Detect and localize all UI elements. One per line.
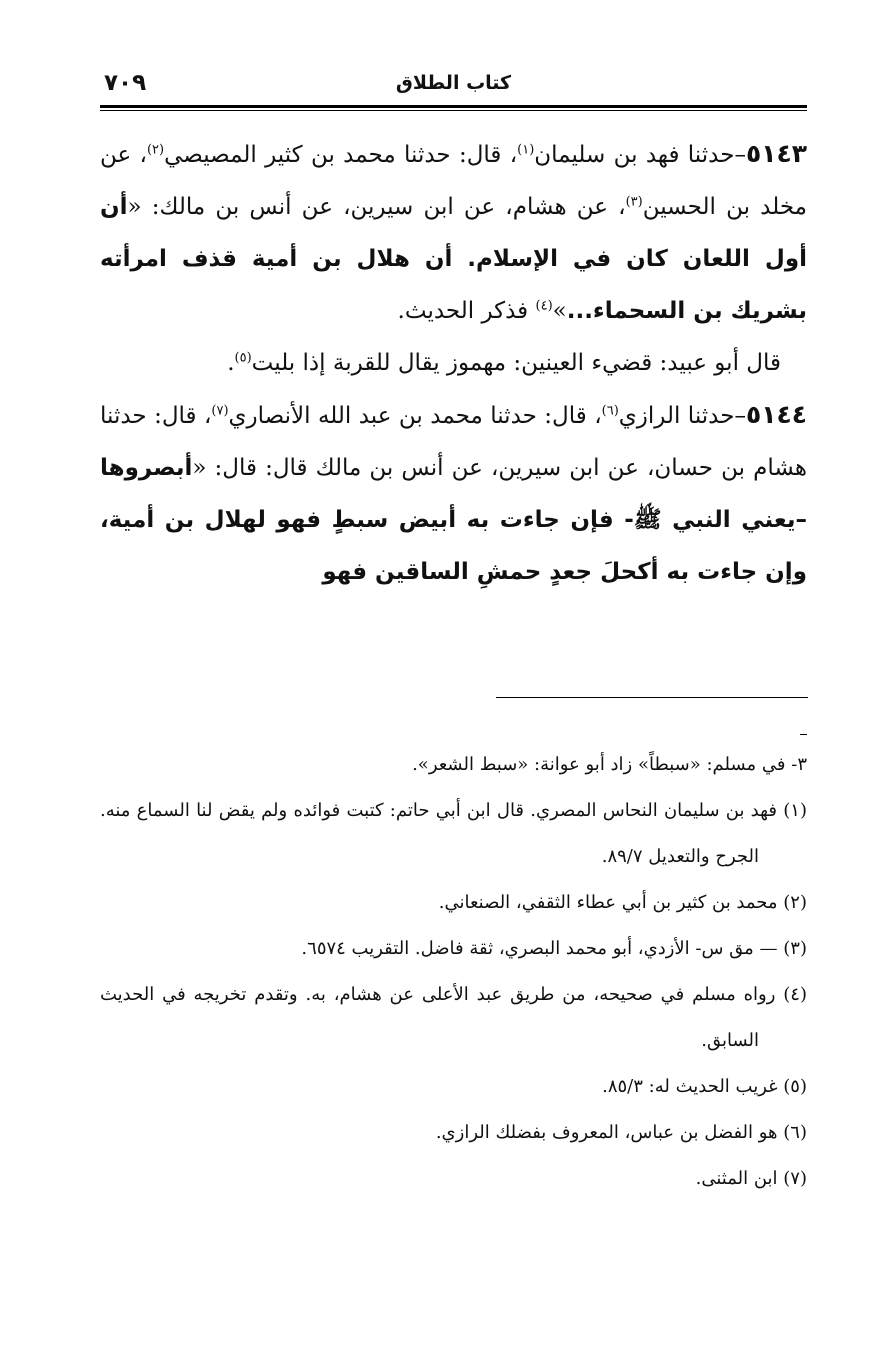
main-text: [100, 128, 807, 598]
hadith-5143: [100, 128, 807, 337]
hadith-text: فذكر الحديث.: [397, 298, 536, 324]
footnote-ref: (٧): [211, 403, 229, 419]
footnotes: [100, 742, 807, 1202]
page-header: [100, 70, 807, 104]
hadith-text: ، قال: حدثنا محمد بن عبد الله الأنصاري: [228, 403, 602, 429]
footnote-separator: [496, 697, 808, 698]
note-text: قال أبو عبيد: قضيء العينين: مهموز يقال للقربة إذا بليت: [251, 350, 781, 376]
hadith-text: –حدثنا فهد بن سليمان: [534, 142, 746, 168]
footnote-ref: (٦): [601, 403, 619, 419]
hadith-text: »: [552, 298, 567, 324]
hadith-number: ٥١٤٤: [745, 400, 807, 429]
hadith-text: –حدثنا الرازي: [618, 403, 746, 429]
footnote-2: (٢) محمد بن كثير بن أبي عطاء الثقفي، الصنعاني.: [438, 892, 807, 913]
hadith-5144: [100, 389, 807, 598]
hadith-number: ٥١٤٣: [745, 139, 807, 168]
footnote-ref: (١): [517, 142, 535, 158]
footnote-ref: (٣): [625, 194, 643, 210]
chapter-title: كتاب الطلاق: [395, 72, 512, 94]
hadith-text: ، قال: حدثنا هشام بن حسان، عن ابن سيرين، عن أنس بن مالك قال: قال: «: [100, 403, 807, 481]
footnote-5: (٥) غريب الحديث له: ٨٥/٣.: [602, 1076, 807, 1097]
footnote-6: (٦) هو الفضل بن عباس، المعروف بفضلك الرازي.: [435, 1122, 807, 1143]
hadith-matn: أن أول اللعان كان في الإسلام. أن هلال بن أمية قذف امرأته بشريك بن السحماء...: [100, 194, 807, 324]
header-rule-thick: [100, 105, 807, 108]
header-rule-thin: [100, 110, 807, 111]
continuation-mark: [800, 734, 807, 735]
page-number: ٧٠٩: [104, 70, 147, 96]
footnote-1: (١) فهد بن سليمان النحاس المصري. قال ابن أبي حاتم: كتبت فوائده ولم يقض لنا السماع منه. الجرح والتعديل ٨٩/٧.: [100, 800, 807, 867]
footnote-7: (٧) ابن المثنى.: [695, 1168, 807, 1189]
footnote-ref: (٤): [535, 298, 553, 314]
hadith-text: ، عن هشام، عن ابن سيرين، عن أنس بن مالك: «: [127, 194, 626, 220]
hadith-text: ، عن مخلد بن الحسين: [100, 142, 807, 220]
hadith-text: ، قال: حدثنا محمد بن كثير المصيصي: [164, 142, 518, 168]
abu-ubaid-note: [100, 337, 807, 389]
footnote-3: (٣) — مق س- الأزدي، أبو محمد البصري، ثقة فاضل. التقريب ٦٥٧٤.: [301, 938, 807, 959]
footnote-continued: ٣- في مسلم: «سبطاً» زاد أبو عوانة: «سبط الشعر».: [412, 754, 807, 775]
hadith-matn: أبصروها –يعني النبي ﷺ- فإن جاءت به أبيض سبطٍ فهو لهلال بن أمية، وإن جاءت به أكحلَ جعدٍ حمشِ الساقين فهو: [100, 455, 807, 585]
footnote-ref: (٥): [234, 350, 252, 366]
note-end: .: [227, 350, 235, 376]
footnote-4: (٤) رواه مسلم في صحيحه، من طريق عبد الأعلى عن هشام، به. وتقدم تخريجه في الحديث السابق.: [100, 984, 807, 1051]
footnote-ref: (٢): [146, 142, 165, 158]
